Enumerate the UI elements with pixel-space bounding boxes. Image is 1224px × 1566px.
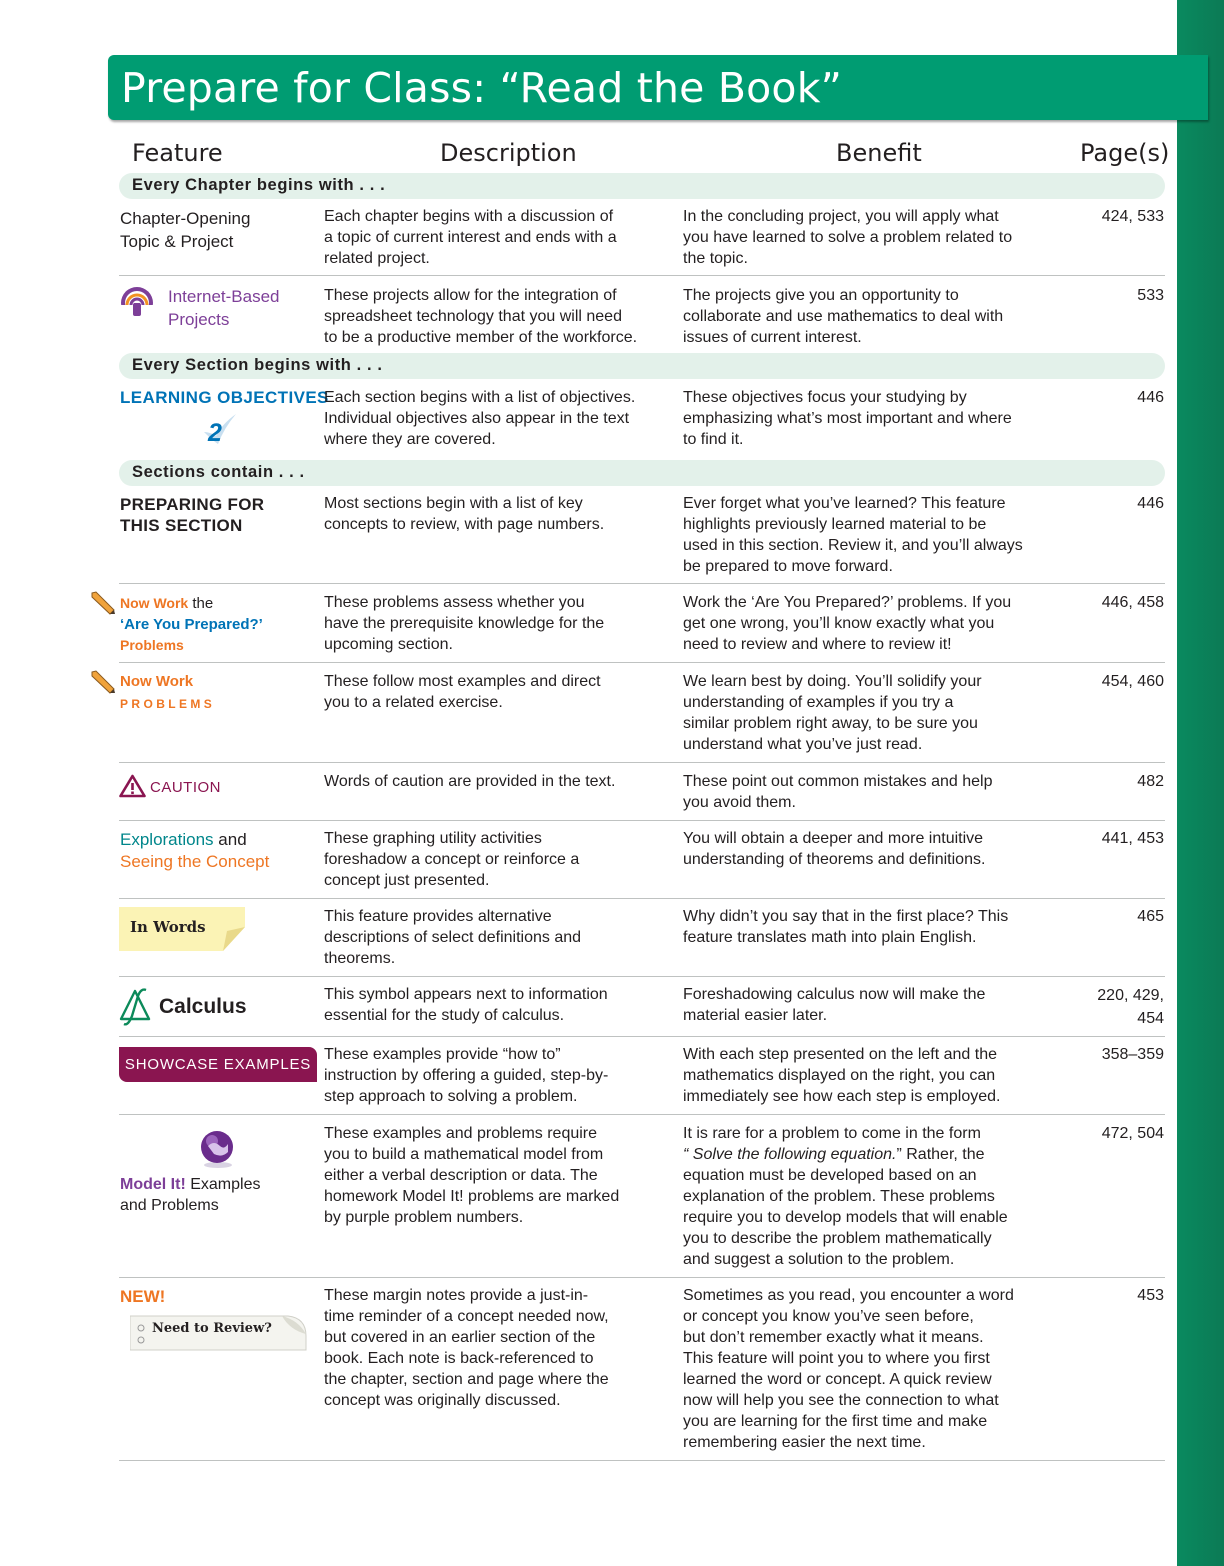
model-it-globe-icon bbox=[198, 1128, 238, 1168]
row-benefit: With each step presented on the left and the mathematics displayed on the right, you can immediately see how each step is employed. bbox=[683, 1046, 1001, 1105]
row-description: Each section begins with a list of objectives. Individual objectives also appear in the text where they are covered. bbox=[324, 389, 636, 448]
row-description: Most sections begin with a list of key concepts to review, with page numbers. bbox=[324, 495, 605, 533]
feature-in-words: In Words bbox=[130, 918, 206, 936]
feature-new-label: NEW! bbox=[120, 1287, 166, 1306]
row-description: These examples and problems require you to build a mathematical model from either a verbal description or data. The homework Model It! problems are marked by purple problem numbers. bbox=[324, 1125, 620, 1226]
header-pages: Page(s) bbox=[1080, 139, 1170, 167]
row-benefit: Ever forget what you’ve learned? This feature highlights previously learned material to be used in this section. Review it, and you’ll always be prepared to move forward. bbox=[683, 495, 1023, 575]
row-pages: 454, 460 bbox=[1101, 673, 1164, 690]
showcase-badge bbox=[119, 1047, 317, 1082]
section-band-label: Every Section begins with . . . bbox=[132, 356, 383, 374]
row-benefit: The projects give you an opportunity to collaborate and use mathematics to deal with issues of current interest. bbox=[683, 287, 1004, 346]
row-divider bbox=[119, 1036, 1165, 1037]
feature-model-it bbox=[120, 1174, 260, 1216]
feature-preparing: PREPARING FOR THIS SECTION bbox=[120, 495, 265, 535]
section-band-label: Every Chapter begins with . . . bbox=[132, 176, 386, 194]
row-benefit: We learn best by doing. You’ll solidify your understanding of examples if you try a similar problem right away, to be sure you understand what you’ve just read. bbox=[683, 673, 982, 753]
row-pages: 453 bbox=[1137, 1287, 1164, 1304]
feature-explorations bbox=[120, 829, 269, 873]
row-benefit: These point out common mistakes and help you avoid them. bbox=[683, 773, 993, 811]
feature-connector: and bbox=[218, 830, 247, 849]
row-benefit: These objectives focus your studying by emphasizing what’s most important and where to find it. bbox=[683, 389, 1012, 448]
row-benefit: Sometimes as you read, you encounter a word or concept you know you’ve seen before, but don’t remember exactly what it means. This feature will point you to where you first learned the word or concept. A quick review now will help you see the connection to what you are learning for the first time and make remembering easier the next time. bbox=[683, 1287, 1014, 1451]
row-pages: 472, 504 bbox=[1101, 1125, 1164, 1142]
row-benefit: Foreshadowing calculus now will make the material easier later. bbox=[683, 986, 986, 1024]
row-benefit: Why didn’t you say that in the first place? This feature translates math into plain English. bbox=[683, 908, 1009, 946]
title-bar bbox=[108, 55, 1208, 120]
row-benefit bbox=[683, 1123, 1073, 1270]
now-work-label: Now Work bbox=[120, 595, 189, 611]
row-description: This feature provides alternative descriptions of select definitions and theorems. bbox=[324, 908, 582, 967]
calculus-icon bbox=[118, 986, 152, 1026]
page-title: Prepare for Class: “Read the Book” bbox=[121, 64, 843, 112]
row-description: Each chapter begins with a discussion of a topic of current interest and ends with a related project. bbox=[324, 208, 617, 267]
are-you-prepared-label: ‘Are You Prepared?’ bbox=[120, 616, 263, 633]
row-pages: 482 bbox=[1137, 773, 1164, 790]
row-benefit: In the concluding project, you will apply what you have learned to solve a problem related to the topic. bbox=[683, 208, 1013, 267]
benefit-emphasis: “ Solve the following equation. bbox=[683, 1146, 897, 1163]
feature-now-work-prepared bbox=[120, 593, 263, 656]
feature-chapter-opening: Chapter-Opening Topic & Project bbox=[120, 209, 251, 251]
problems-label: PROBLEMS bbox=[120, 697, 216, 711]
caution-warning-icon bbox=[119, 774, 146, 798]
row-description: These margin notes provide a just-in- time reminder of a concept needed now, but covered in an earlier section of the book. Each note is back-referenced to the chapter, section and page where the concept was originally discussed. bbox=[324, 1287, 609, 1409]
internet-projects-icon bbox=[118, 285, 158, 321]
feature-showcase: SHOWCASE EXAMPLES bbox=[124, 1056, 312, 1073]
explorations-label: Explorations bbox=[120, 830, 214, 849]
side-stripe bbox=[1177, 0, 1224, 1566]
row-description: These examples provide “how to” instruction by offering a guided, step-by- step approach to solving a problem. bbox=[324, 1046, 609, 1105]
row-divider bbox=[119, 976, 1165, 977]
header-feature: Feature bbox=[132, 139, 223, 167]
benefit-text: ” Rather, the equation must be developed based on an explanation of the problem. These problems require you to develop models that will enable you to describe the problem mathematically and suggest a solution to the problem. bbox=[683, 1146, 1008, 1268]
feature-internet-projects: Internet-Based Projects bbox=[168, 287, 280, 329]
feature-caution: CAUTION bbox=[150, 779, 221, 796]
row-divider bbox=[119, 762, 1165, 763]
row-benefit: You will obtain a deeper and more intuitive understanding of theorems and definitions. bbox=[683, 830, 986, 868]
row-pages: 446 bbox=[1137, 495, 1164, 512]
feature-connector: Examples and Problems bbox=[120, 1176, 261, 1214]
row-pages: 446, 458 bbox=[1101, 594, 1164, 611]
row-divider bbox=[119, 583, 1165, 584]
row-divider bbox=[119, 898, 1165, 899]
feature-calculus: Calculus bbox=[159, 995, 247, 1018]
feature-connector: the bbox=[192, 595, 214, 612]
row-description: This symbol appears next to information essential for the study of calculus. bbox=[324, 986, 608, 1024]
row-pages: 424, 533 bbox=[1101, 208, 1164, 225]
row-pages: 533 bbox=[1137, 287, 1164, 304]
row-description: These problems assess whether you have the prerequisite knowledge for the upcoming section. bbox=[324, 594, 605, 653]
row-divider bbox=[119, 820, 1165, 821]
row-benefit: Work the ‘Are You Prepared?’ problems. If you get one wrong, you’ll know exactly what you need to review and where to review it! bbox=[683, 594, 1012, 653]
row-pages: 220, 429, 454 bbox=[1097, 987, 1164, 1027]
model-it-label: Model It! bbox=[120, 1176, 186, 1193]
row-divider bbox=[119, 275, 1165, 276]
row-description: These follow most examples and direct you to a related exercise. bbox=[324, 673, 601, 711]
problems-label: Problems bbox=[120, 637, 184, 653]
header-description: Description bbox=[440, 139, 577, 167]
row-pages: 465 bbox=[1137, 908, 1164, 925]
now-work-label: Now Work bbox=[120, 673, 194, 690]
row-description: Words of caution are provided in the text. bbox=[324, 773, 616, 790]
benefit-text: It is rare for a problem to come in the form bbox=[683, 1125, 981, 1142]
row-divider bbox=[119, 662, 1165, 663]
objective-number-badge: 2 bbox=[208, 419, 222, 447]
pencil-icon bbox=[90, 591, 116, 615]
section-band-label: Sections contain . . . bbox=[132, 463, 305, 481]
row-divider bbox=[119, 1277, 1165, 1278]
need-to-review-label: Need to Review? bbox=[152, 1321, 272, 1336]
section-band bbox=[119, 353, 1165, 379]
row-pages: 358–359 bbox=[1101, 1046, 1164, 1063]
row-divider bbox=[119, 1114, 1165, 1115]
header-benefit: Benefit bbox=[836, 139, 922, 167]
pencil-icon bbox=[90, 670, 116, 694]
feature-learning-objectives: LEARNING OBJECTIVES bbox=[120, 388, 329, 407]
section-band bbox=[119, 460, 1165, 486]
row-divider bbox=[119, 1460, 1165, 1461]
row-pages: 446 bbox=[1137, 389, 1164, 406]
row-pages: 441, 453 bbox=[1101, 830, 1164, 847]
row-description: These projects allow for the integration of spreadsheet technology that you will need to be a productive member of the workforce. bbox=[324, 287, 638, 346]
section-band bbox=[119, 173, 1165, 199]
row-description: These graphing utility activities foreshadow a concept or reinforce a concept just presented. bbox=[324, 830, 580, 889]
seeing-concept-label: Seeing the Concept bbox=[120, 852, 270, 871]
